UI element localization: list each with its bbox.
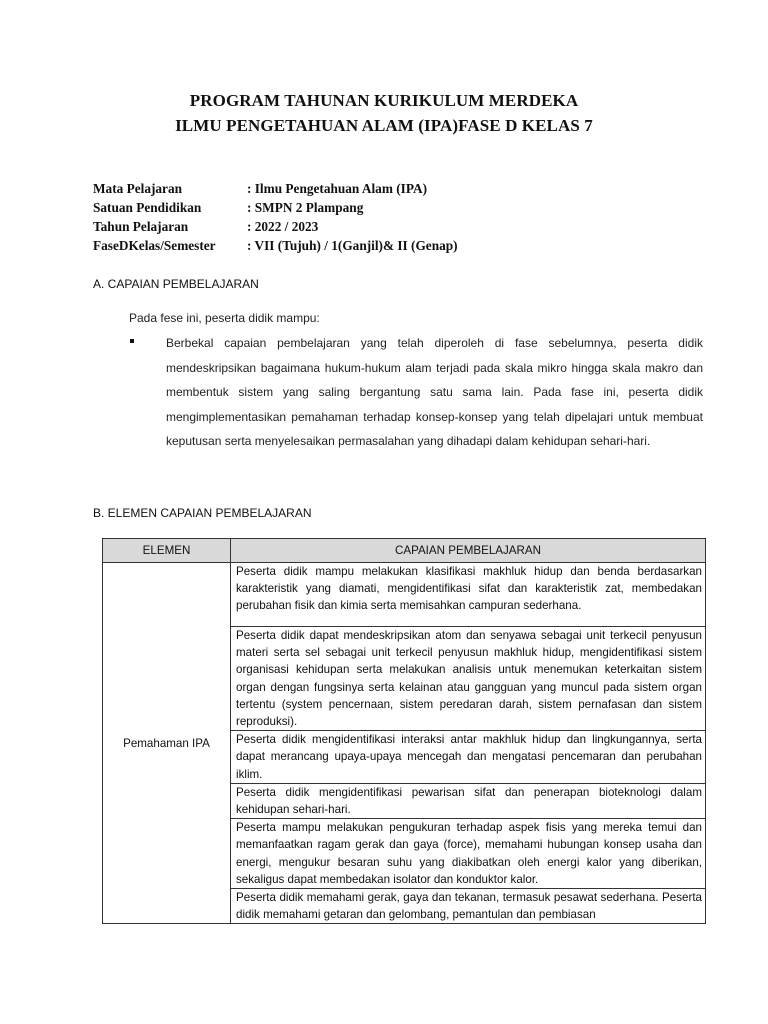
table-row <box>103 563 706 627</box>
meta-value: : SMPN 2 Plampang <box>247 200 364 215</box>
table-header-cell: ELEMEN <box>103 539 231 563</box>
meta-label: Satuan Pendidikan <box>93 200 202 215</box>
section-a-heading: A. CAPAIAN PEMBELAJARAN <box>93 277 259 291</box>
section-a-bullet-text: Berbekal capaian pembelajaran yang telah diperoleh di fase sebelumnya, peserta didik mendeskripsikan bagaimana hukum-hukum alam terjadi pada skala mikro hingga skala makro dan membentuk sistem yang saling bergantung satu sama lain. Pada fase ini, peserta didik mengimplementasikan pemahaman terhadap konsep-konsep yang telah dipelajari untuk membuat keputusan serta menyelesaikan permasalahan yang dihadapi dalam kehidupan sehari-hari. <box>166 336 703 448</box>
meta-label: Mata Pelajaran <box>93 181 182 196</box>
meta-label: FaseDKelas/Semester <box>93 238 216 253</box>
table-cell: Peserta didik mengidentifikasi interaksi antar makhluk hidup dan lingkungannya, serta dapat merancang upaya-upaya mencegah dan mengatasi pencemaran dan perubahan iklim. <box>231 731 706 784</box>
table-cell: Peserta didik mampu melakukan klasifikasi makhluk hidup dan benda berdasarkan karakteristik yang diamati, mengidentifikasi sifat dan karakteristik zat, membedakan perubahan fisik dan kimia serta memisahkan campuran sederhana. <box>231 563 706 627</box>
document-title-line-2: ILMU PENGETAHUAN ALAM (IPA)FASE D KELAS 7 <box>175 116 593 135</box>
table-cell: Peserta didik memahami gerak, gaya dan tekanan, termasuk pesawat sederhana. Peserta didik memahami getaran dan gelombang, pemantulan dan pembiasan <box>231 889 706 924</box>
table-header-cell: CAPAIAN PEMBELAJARAN <box>231 539 706 563</box>
meta-value: : VII (Tujuh) / 1(Ganjil)& II (Genap) <box>247 238 458 253</box>
table-cell: Peserta didik dapat mendeskripsikan atom dan senyawa sebagai unit terkecil penyusun materi serta sel sebagai unit terkecil penyusun makhluk hidup, mengidentifikasi sistem organisasi kehidupan serta melakukan analisis untuk menemukan keterkaitan sistem organ dengan fungsinya serta kelainan atau gangguan yang muncul pada sistem organ tertentu (system pencernaan, sistem peredaran darah, sistem pernafasan dan sistem reproduksi). <box>231 627 706 731</box>
elements-table <box>102 538 706 924</box>
table-cell: Peserta didik mengidentifikasi pewarisan sifat dan penerapan bioteknologi dalam kehidupan sehari-hari. <box>231 783 706 818</box>
meta-value: : Ilmu Pengetahuan Alam (IPA) <box>247 181 428 196</box>
element-cell: Pemahaman IPA <box>103 563 231 924</box>
section-b-heading: B. ELEMEN CAPAIAN PEMBELAJARAN <box>93 506 312 520</box>
section-a-intro: Pada fese ini, peserta didik mampu: <box>129 311 320 325</box>
bullet-icon <box>130 339 134 343</box>
document-title-line-1: PROGRAM TAHUNAN KURIKULUM MERDEKA <box>189 91 579 110</box>
meta-label: Tahun Pelajaran <box>93 219 189 234</box>
table-header-row <box>103 539 706 563</box>
meta-value: : 2022 / 2023 <box>247 219 319 234</box>
table-cell: Peserta mampu melakukan pengukuran terhadap aspek fisis yang mereka temui dan memanfaatkan ragam gerak dan gaya (force), memahami hubungan konsep usaha dan energi, mengukur besaran suhu yang diakibatkan oleh energi kalor yang diberikan, sekaligus dapat membedakan isolator dan konduktor kalor. <box>231 819 706 889</box>
